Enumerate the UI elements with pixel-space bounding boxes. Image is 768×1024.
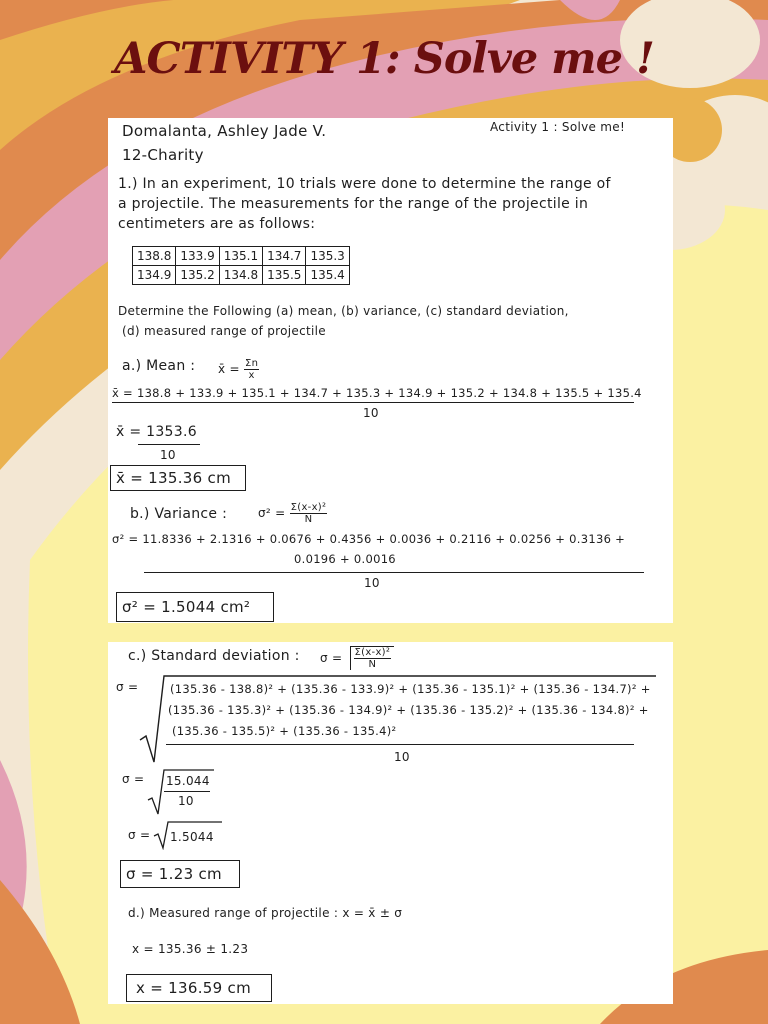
- range-step: x = 135.36 ± 1.23: [132, 942, 249, 956]
- sd-step1-numerator: 15.044: [166, 774, 210, 788]
- sd-step2-lhs: σ =: [128, 828, 151, 842]
- variance-formula: σ² = $\frac{\text{Σ(x-x)²}}{N}$: [258, 502, 327, 525]
- table-cell: 135.3: [306, 247, 349, 266]
- sd-step1-lhs: σ =: [122, 772, 145, 786]
- sd-step2-value: 1.5044: [170, 830, 214, 844]
- fraction-bar: [112, 402, 634, 403]
- fraction-bar: [166, 744, 634, 745]
- problem-line-1: 1.) In an experiment, 10 trials were done to determine the range of: [118, 176, 611, 192]
- sd-step1-denominator: 10: [178, 794, 194, 808]
- table-cell: 135.4: [306, 266, 349, 285]
- mean-result: x̄ = 135.36 cm: [116, 469, 231, 487]
- mean-label: a.) Mean :: [122, 358, 196, 374]
- determine-line-1: Determine the Following (a) mean, (b) variance, (c) standard deviation,: [118, 304, 569, 318]
- student-name: Domalanta, Ashley Jade V.: [122, 122, 327, 140]
- range-result: x = 136.59 cm: [136, 979, 251, 997]
- table-row: [133, 247, 350, 266]
- worksheet-page-2: [108, 642, 673, 1004]
- activity-label: Activity 1 : Solve me!: [490, 120, 626, 134]
- variance-sum-line-2: 0.0196 + 0.0016: [294, 552, 396, 566]
- table-cell: 135.2: [176, 266, 219, 285]
- table-cell: 134.7: [263, 247, 306, 266]
- variance-sum-line-1: σ² = 11.8336 + 2.1316 + 0.0676 + 0.4356 + 0.0036 + 0.2116 + 0.0256 + 0.3136 +: [112, 532, 626, 546]
- mean-step-denominator: 10: [160, 448, 176, 462]
- student-section: 12-Charity: [122, 146, 204, 164]
- page-title: ACTIVITY 1: Solve me !: [114, 34, 654, 84]
- worksheet-page-1: [108, 118, 673, 623]
- table-cell: 134.8: [219, 266, 262, 285]
- problem-line-3: centimeters are as follows:: [118, 216, 316, 232]
- table-cell: 135.5: [263, 266, 306, 285]
- variance-label: b.) Variance :: [130, 506, 228, 522]
- table-cell: 133.9: [176, 247, 219, 266]
- sd-result: σ = 1.23 cm: [126, 865, 222, 883]
- sd-lhs: σ =: [116, 680, 139, 694]
- problem-line-2: a projectile. The measurements for the range of the projectile in: [118, 196, 589, 212]
- mean-formula: x̄ = $\frac{\Sigma n}{x}$: [218, 358, 259, 381]
- mean-sum: x̄ = 138.8 + 133.9 + 135.1 + 134.7 + 135.3 + 134.9 + 135.2 + 134.8 + 135.5 + 135.4: [112, 386, 642, 400]
- mean-sum-denominator: 10: [363, 406, 379, 420]
- determine-line-2: (d) measured range of projectile: [122, 324, 326, 338]
- table-cell: 135.1: [219, 247, 262, 266]
- variance-sum-denominator: 10: [364, 576, 380, 590]
- table-cell: 138.8: [133, 247, 176, 266]
- fraction-bar: [144, 572, 644, 573]
- sd-line-1: (135.36 - 138.8)² + (135.36 - 133.9)² + (135.36 - 135.1)² + (135.36 - 134.7)² +: [170, 682, 651, 696]
- table-row: [133, 266, 350, 285]
- sd-formula: σ = $\frac{\text{Σ(x-x)²}}{N}$: [320, 646, 394, 670]
- sd-line-3: (135.36 - 135.5)² + (135.36 - 135.4)²: [172, 724, 397, 738]
- variance-result: σ² = 1.5044 cm²: [122, 598, 251, 616]
- sd-line-2: (135.36 - 135.3)² + (135.36 - 134.9)² + (135.36 - 135.2)² + (135.36 - 134.8)² +: [168, 703, 649, 717]
- sd-denominator: 10: [394, 750, 410, 764]
- range-label: d.) Measured range of projectile : x = x̄ ± σ: [128, 906, 403, 920]
- table-cell: 134.9: [133, 266, 176, 285]
- fraction-bar: [164, 791, 210, 792]
- sd-label: c.) Standard deviation :: [128, 648, 300, 664]
- fraction-bar: [138, 444, 200, 445]
- measurements-table: [132, 246, 350, 285]
- mean-step-numerator: x̄ = 1353.6: [116, 424, 197, 440]
